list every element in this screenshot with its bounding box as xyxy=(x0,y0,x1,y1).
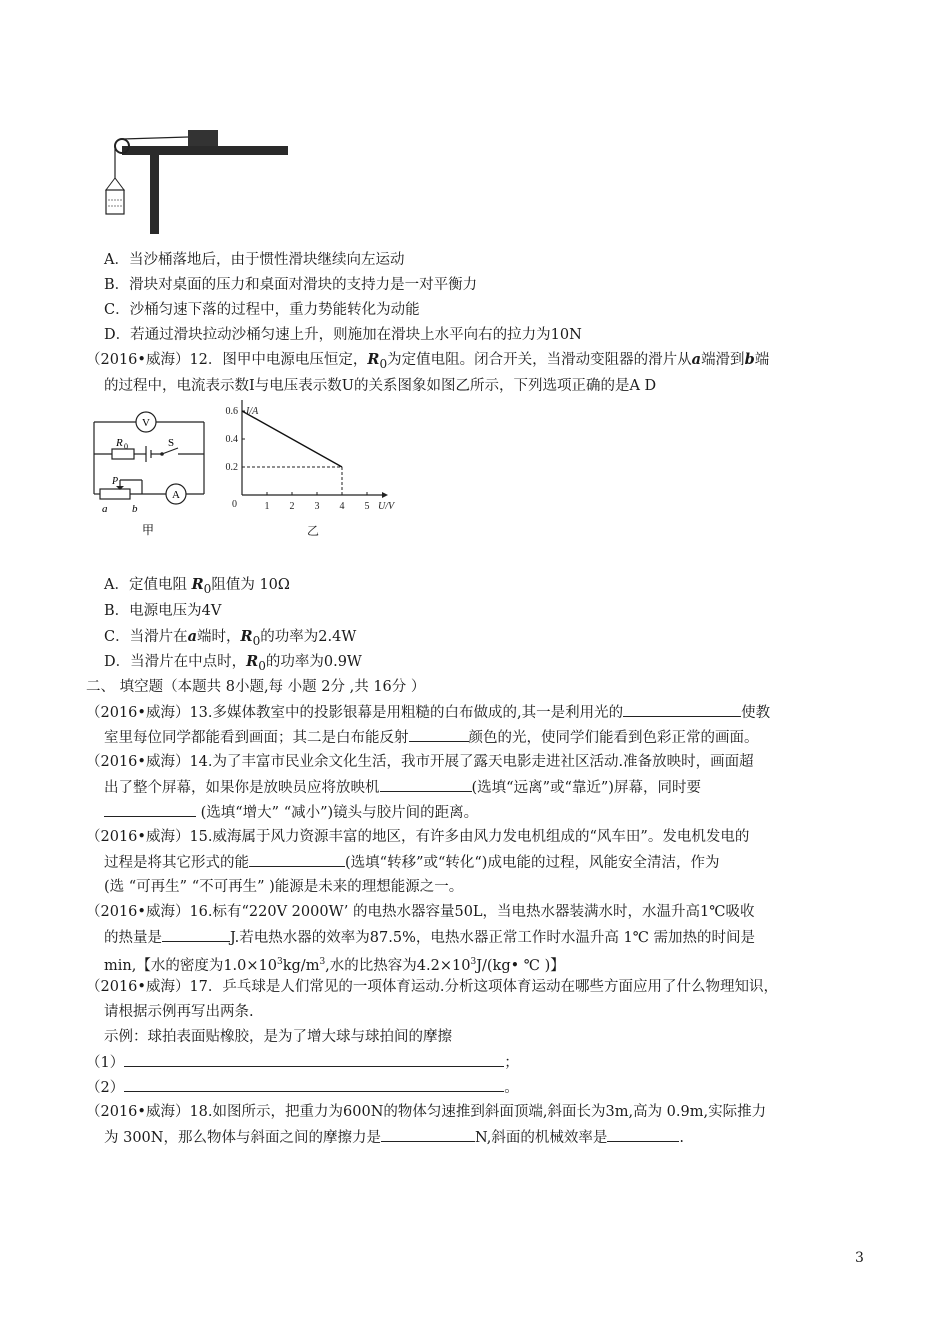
q11-option-a: A．当沙桶落地后，由于惯性滑块继续向左运动 xyxy=(104,252,405,268)
x-tick-label: 2 xyxy=(289,501,295,512)
q13-line2 xyxy=(104,727,759,748)
q12-text2: 为定值电阻。闭合开关，当滑动变阻器的滑片从 xyxy=(387,352,692,368)
q13-blank1[interactable] xyxy=(623,702,741,717)
slider-label: P xyxy=(112,476,119,487)
table-leg xyxy=(150,154,159,234)
x-tick-label: 5 xyxy=(364,501,370,512)
section-heading: 二、 填空题（本题共 8小题,每 小题 2分 ,共 16分 ） xyxy=(86,679,426,695)
q12-option-b: B．电源电压为4V xyxy=(104,603,222,619)
q13-l2b: 颜色的光，使同学们能看到色彩正常的画面。 xyxy=(468,730,759,746)
slider-pulley-figure xyxy=(100,118,300,236)
q11-option-c: C．沙桶匀速下落的过程中，重力势能转化为动能 xyxy=(104,302,420,318)
q14-l3b: (选填“增大” “减小”)镜头与胶片间的距离。 xyxy=(196,805,479,821)
x-tick-label: 4 xyxy=(339,501,345,512)
series-line xyxy=(242,411,342,467)
q13-l1b: 使教 xyxy=(741,705,771,721)
q14-blank2[interactable] xyxy=(104,802,196,817)
q14-line1: （2016•威海）14.为了丰富市民业余文化生活，我市开展了露天电影走进社区活动.准备放映时，画面超 xyxy=(86,754,754,770)
q12-text1: 图甲中电源电压恒定， xyxy=(222,352,368,368)
q15-l2b: (选填“转移”或“转化“)成电能的过程，风能安全清洁，作为 xyxy=(345,855,720,871)
rheostat xyxy=(100,489,130,499)
q16-blank1[interactable] xyxy=(162,927,230,942)
q16-l3c: kg/m xyxy=(282,957,320,974)
q16-line1: （2016•威海）16.标有“220V 2000W’ 的电热水器容量50L，当电热水器装满水时，水温升高1℃吸收 xyxy=(86,904,755,920)
x-axis-label: U/V xyxy=(378,501,395,512)
q18-l2a: 为 300N，那么物体与斜面之间的摩擦力是 xyxy=(104,1130,381,1146)
q16-l3a: min,【水的密度为1.0×10 xyxy=(104,957,277,974)
q12-d-sub: 0 xyxy=(258,658,266,673)
q14-line3 xyxy=(104,802,478,823)
q17-item2 xyxy=(86,1077,519,1098)
q15-line3: (选 “可再生” “不可再生” )能源是未来的理想能源之一。 xyxy=(104,879,464,895)
q18-l2b: N,斜面的机械效率是 xyxy=(474,1130,608,1146)
x-tick-label: 3 xyxy=(314,501,320,512)
q17-line2: 请根据示例再写出两条. xyxy=(104,1004,254,1020)
q12-text4: 端 xyxy=(754,352,770,368)
q12-c-post: 端时， xyxy=(197,629,241,645)
y-tick-label: 0.6 xyxy=(225,406,238,417)
y-tick-label: 0.4 xyxy=(225,434,238,445)
iu-graph xyxy=(220,400,420,545)
q12-c-post2: 的功率为2.4W xyxy=(260,629,357,645)
q11-option-d: D．若通过滑块拉动沙桶匀速上升，则施加在滑块上水平向右的拉力为10N xyxy=(104,327,582,343)
q11-option-b: B．滑块对桌面的压力和桌面对滑块的支持力是一对平衡力 xyxy=(104,277,478,293)
q16-l2a: 的热量是 xyxy=(104,930,162,946)
circuit-caption: 甲 xyxy=(142,523,155,537)
q12-a: a xyxy=(691,351,702,368)
q17-example: 示例：球拍表面贴橡胶，是为了增大球与球拍间的摩擦 xyxy=(104,1029,452,1045)
q12-c-sub2: 0 xyxy=(252,633,261,648)
q12-c-var2: R xyxy=(240,628,253,645)
switch-label: S xyxy=(168,437,175,449)
graph-caption: 乙 xyxy=(307,524,320,538)
table-top xyxy=(122,146,288,155)
q16-l3b: 3 xyxy=(277,957,283,967)
q15-blank1[interactable] xyxy=(249,852,345,867)
q12-option-a xyxy=(104,575,290,599)
q16-l3g: J/(kg• ℃ )】 xyxy=(476,957,565,974)
q12-option-d xyxy=(104,652,362,676)
q16-l3e: ,水的比热容为4.2×10 xyxy=(325,957,471,974)
ammeter-label: A xyxy=(172,489,180,501)
q14-line2 xyxy=(104,777,701,798)
sand-bucket xyxy=(106,190,124,214)
q14-l2a: 出了整个屏幕，如果你是放映员应将放映机 xyxy=(104,780,380,796)
q14-l2b: (选填“远离”或“靠近”)屏幕，同时要 xyxy=(471,780,701,796)
q15-l2a: 过程是将其它形式的能 xyxy=(104,855,249,871)
q15-line1: （2016•威海）15.威海属于风力资源丰富的地区，有许多由风力发电机组成的“风车田”。发电机发电的 xyxy=(86,829,750,845)
q18-blank2[interactable] xyxy=(607,1127,679,1142)
q17-item2-label: （2） xyxy=(86,1080,125,1096)
q16-l3f: 3 xyxy=(470,957,477,967)
q18-l2c: . xyxy=(679,1130,684,1146)
q17-item1 xyxy=(86,1052,519,1073)
q12-source: （2016•威海）12． xyxy=(86,352,223,368)
y-axis-label: I/A xyxy=(246,406,259,417)
q12-b: b xyxy=(744,351,755,368)
q18-line2 xyxy=(104,1127,684,1148)
voltmeter-label: V xyxy=(142,417,150,429)
r0-resistor xyxy=(112,449,134,459)
bucket-handle xyxy=(106,178,124,190)
q12-stem-line1 xyxy=(86,350,769,374)
q12-r0-sub: 0 xyxy=(379,356,388,371)
q14-blank1[interactable] xyxy=(380,777,472,792)
q17-line1: （2016•威海）17．乒乓球是人们常见的一项体育运动.分析这项体育运动在哪些方面应用了什么物理知识， xyxy=(86,979,779,995)
q12-stem-line2: 的过程中，电流表示数I与电压表示数U的关系图象如图乙所示，下列选项正确的是A D xyxy=(104,378,657,394)
q12-d-var: R xyxy=(246,653,259,670)
q13-line1 xyxy=(86,702,770,723)
end-b-label: b xyxy=(132,503,138,515)
q12-a-var: R xyxy=(191,576,204,593)
q12-a-post: 阻值为 10Ω xyxy=(211,577,290,593)
q12-a-pre: A．定值电阻 xyxy=(104,577,192,593)
q12-r0: R xyxy=(367,351,380,368)
end-a-label: a xyxy=(102,503,108,515)
page-number: 3 xyxy=(855,1250,864,1266)
q12-d-post: 的功率为0.9W xyxy=(265,654,362,670)
q13-blank2[interactable] xyxy=(409,727,469,742)
x-axis-arrow xyxy=(382,492,388,498)
q13-l2a: 室里每位同学都能看到画面；其二是白布能反射 xyxy=(104,730,409,746)
x-tick-label: 1 xyxy=(264,501,270,512)
q12-d-pre: D．当滑片在中点时， xyxy=(104,654,247,670)
q17-item2-end: 。 xyxy=(504,1080,519,1096)
q16-l3d: 3 xyxy=(319,957,326,967)
q17-answer2[interactable] xyxy=(124,1077,504,1092)
rope-horizontal xyxy=(122,137,188,139)
q13-l1a: （2016•威海）13.多媒体教室中的投影银幕是用粗糙的白布做成的,其一是利用光的 xyxy=(86,705,624,721)
q18-blank1[interactable] xyxy=(381,1127,475,1142)
q12-c-pre: C．当滑片在 xyxy=(104,629,188,645)
q16-line3 xyxy=(104,952,565,976)
switch-pivot xyxy=(160,452,164,456)
slider-block xyxy=(188,130,218,146)
q17-item1-label: （1） xyxy=(86,1055,125,1071)
r0-label: R xyxy=(116,437,123,449)
q16-line2 xyxy=(104,927,755,948)
r0-label-sub: 0 xyxy=(124,442,128,451)
y-tick-label: 0.2 xyxy=(225,462,238,473)
origin-label: 0 xyxy=(232,499,237,510)
q12-text3: 端滑到 xyxy=(701,352,745,368)
q15-line2 xyxy=(104,852,719,873)
q17-answer1[interactable] xyxy=(124,1052,504,1067)
q17-item1-end: ； xyxy=(504,1055,519,1071)
q18-line1: （2016•威海）18.如图所示，把重力为600N的物体匀速推到斜面顶端,斜面长为3m,高为 0.9m,实际推力 xyxy=(86,1104,767,1120)
q12-option-c xyxy=(104,627,356,651)
q12-a-sub: 0 xyxy=(203,581,212,596)
q12-c-var: a xyxy=(187,628,198,645)
circuit-diagram xyxy=(86,404,216,544)
q16-l2b: J.若电热水器的效率为87.5%，电热水器正常工作时水温升高 1℃ 需加热的时间是 xyxy=(230,930,756,946)
